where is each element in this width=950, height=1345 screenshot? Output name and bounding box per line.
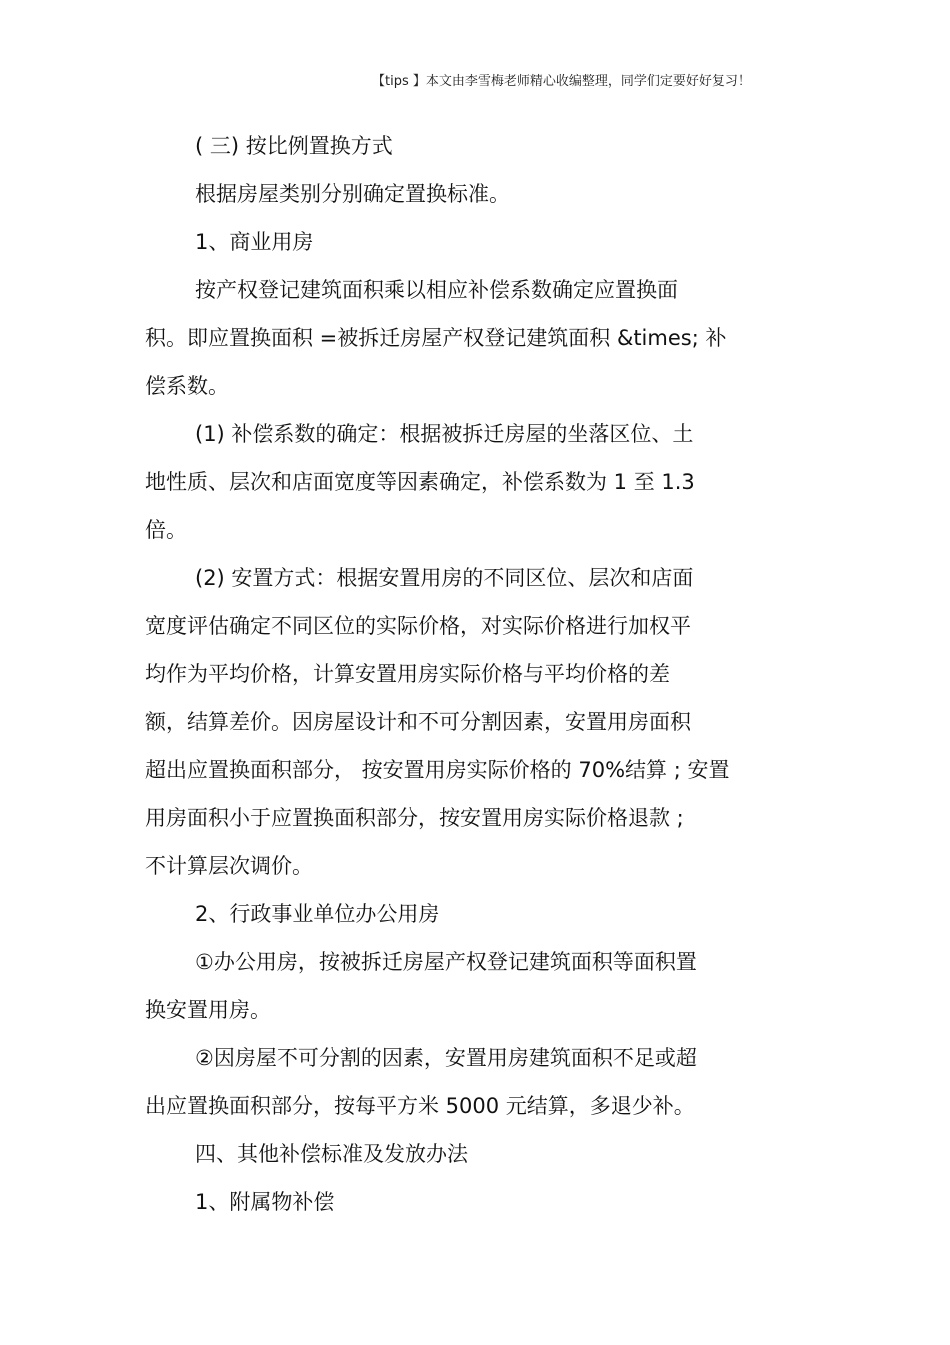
paragraph-line: 不计算层次调价。: [145, 854, 313, 878]
section-heading: 四、其他补偿标准及发放办法: [195, 1142, 468, 1166]
paragraph-line: 按产权登记建筑面积乘以相应补偿系数确定应置换面: [195, 278, 678, 302]
paragraph-line: 倍。: [145, 518, 187, 542]
subsection-heading: 1、商业用房: [195, 230, 314, 254]
page-header-tip: 【tips 】本文由李雪梅老师精心收编整理，同学们定要好好复习！: [372, 74, 751, 89]
paragraph-line: ①办公用房，按被拆迁房屋产权登记建筑面积等面积置: [195, 950, 697, 974]
paragraph-line: 积。即应置换面积 =被拆迁房屋产权登记建筑面积 &times; 补: [145, 326, 727, 350]
paragraph-line: 根据房屋类别分别确定置换标准。: [195, 182, 510, 206]
section-heading: ( 三) 按比例置换方式: [195, 134, 393, 158]
paragraph-line: 额，结算差价。因房屋设计和不可分割因素，安置用房面积: [145, 710, 691, 734]
subsection-heading: 2、行政事业单位办公用房: [195, 902, 440, 926]
paragraph-line: 宽度评估确定不同区位的实际价格，对实际价格进行加权平: [145, 614, 691, 638]
paragraph-line: 出应置换面积部分，按每平方米 5000 元结算，多退少补。: [145, 1094, 695, 1118]
paragraph-line: (2) 安置方式：根据安置用房的不同区位、层次和店面: [195, 566, 694, 590]
paragraph-line: 均作为平均价格，计算安置用房实际价格与平均价格的差: [145, 662, 670, 686]
paragraph-line: 用房面积小于应置换面积部分，按安置用房实际价格退款 ;: [145, 806, 684, 830]
paragraph-line: 偿系数。: [145, 374, 229, 398]
paragraph-line: 换安置用房。: [145, 998, 271, 1022]
paragraph-line: 地性质、层次和店面宽度等因素确定，补偿系数为 1 至 1.3: [145, 470, 695, 494]
paragraph-line: (1) 补偿系数的确定：根据被拆迁房屋的坐落区位、土: [195, 422, 694, 446]
paragraph-line: ②因房屋不可分割的因素，安置用房建筑面积不足或超: [195, 1046, 697, 1070]
paragraph-line: 超出应置换面积部分， 按安置用房实际价格的 70%结算 ; 安置: [145, 758, 730, 782]
subsection-heading: 1、附属物补偿: [195, 1190, 335, 1214]
